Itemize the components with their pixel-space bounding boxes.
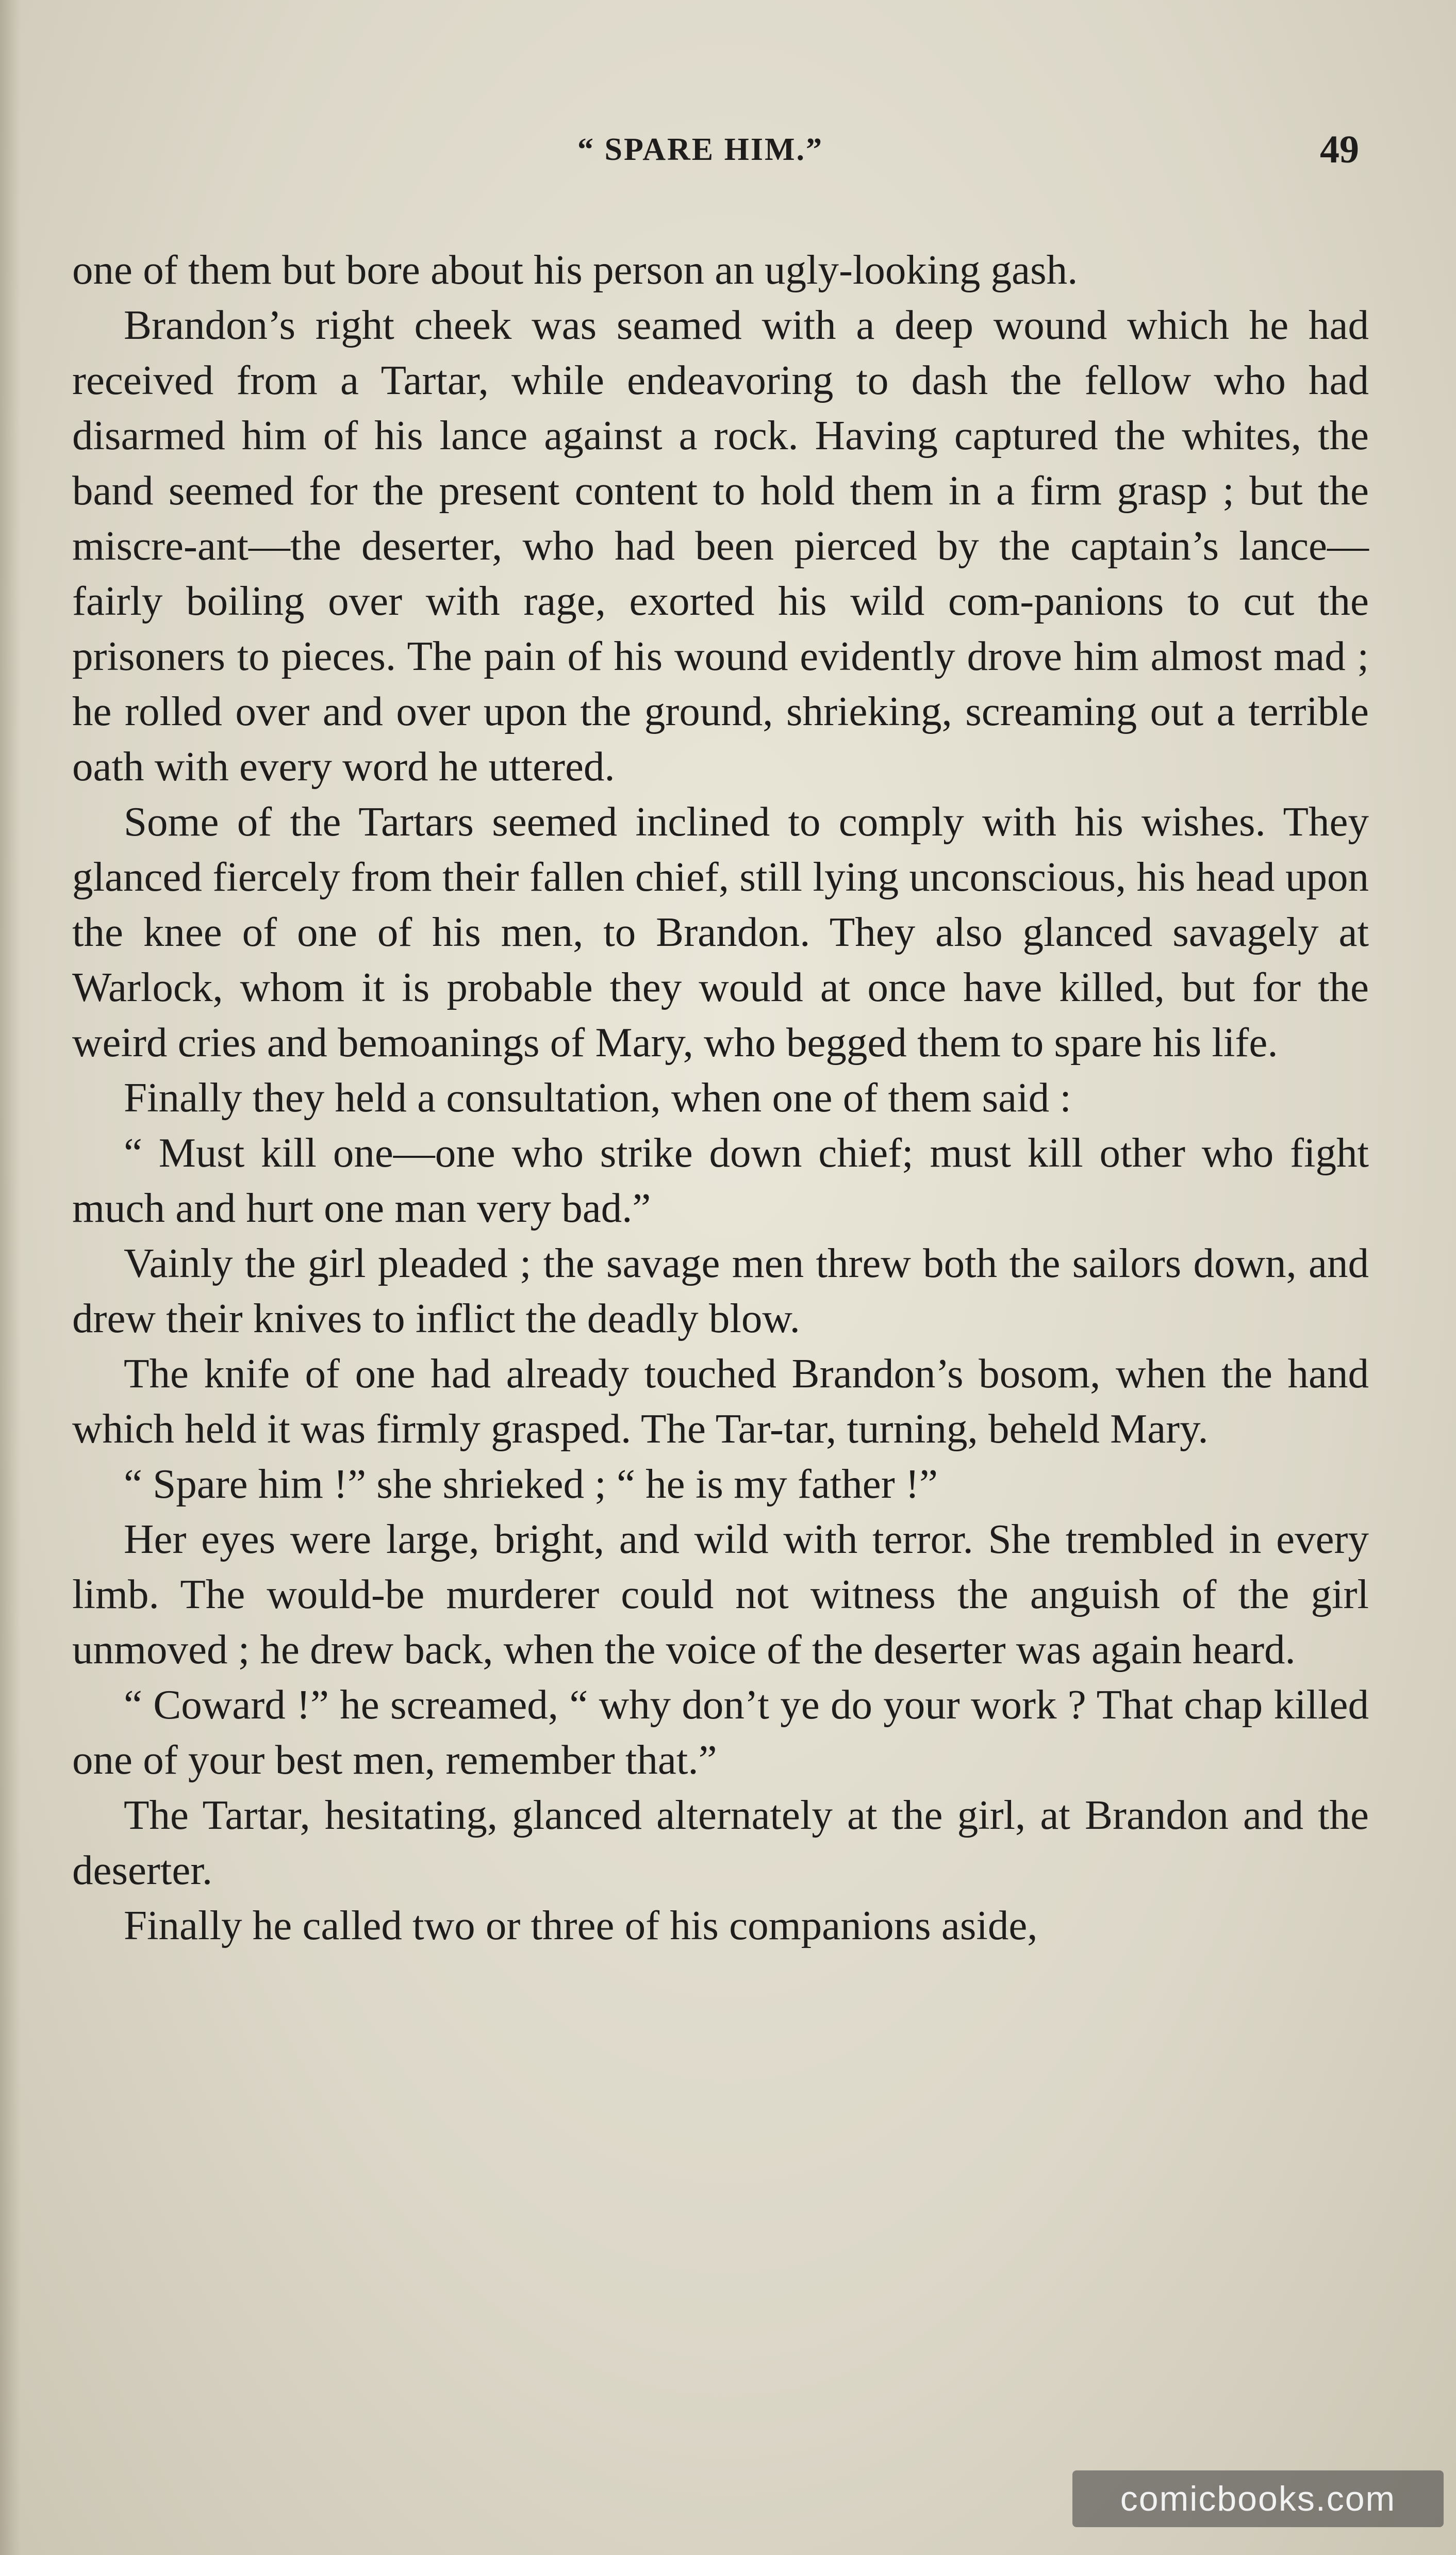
page-edge-shadow (0, 0, 21, 2555)
paragraph: The knife of one had already touched Brandon’s bosom, when the hand which held it was firmly grasped. The Tar-tar, turning, beheld Mary. (72, 1350, 1369, 1452)
paragraph: The Tartar, hesitating, glanced alternately at the girl, at Brandon and the deserter. (72, 1792, 1369, 1893)
running-head: “ SPARE HIM.” (577, 132, 824, 167)
paragraph: one of them but bore about his person an ugly-looking gash. (72, 247, 1078, 293)
site-watermark: comicbooks.com (1072, 2470, 1444, 2527)
paragraph: Her eyes were large, bright, and wild with terror. She trembled in every limb. The would-be murderer could not witness the anguish of the girl unmoved ; he drew back, when the voice of the deserter was again heard. (72, 1516, 1369, 1673)
paragraph: Brandon’s right cheek was seamed with a deep wound which he had received from a Tartar, while endeavoring to dash the fellow who had disarmed him of his lance against a rock. Having captured the whites, the band seemed for the present content to hold them in a firm grasp ; but the miscre-ant—the deserter, who had been pierced by the captain’s lance—fairly boiling over with rage, exorted his wild com-panions to cut the prisoners to pieces. The pain of his wound evidently drove him almost mad ; he rolled over and over upon the ground, shrieking, screaming out a terrible oath with every word he uttered. (72, 302, 1369, 790)
paragraph: “ Coward !” he screamed, “ why don’t ye do your work ? That chap killed one of your best men, remember that.” (72, 1681, 1369, 1783)
paragraph: “ Spare him !” she shrieked ; “ he is my father !” (124, 1461, 938, 1507)
paragraph: Finally they held a consultation, when one of them said : (124, 1074, 1071, 1121)
paragraph: “ Must kill one—one who strike down chief; must kill other who fight much and hurt one man very bad.” (72, 1129, 1369, 1231)
paragraph: Some of the Tartars seemed inclined to comply with his wishes. They glanced fiercely from their fallen chief, still lying unconscious, his head upon the knee of one of his men, to Brandon. They also glanced savagely at Warlock, whom it is probable they would at once have killed, but for the weird cries and bemoanings of Mary, who begged them to spare his life. (72, 798, 1369, 1066)
page-number: 49 (1320, 128, 1359, 171)
paragraph: Finally he called two or three of his companions aside, (124, 1902, 1038, 1948)
page-header (0, 128, 1456, 188)
body-text (72, 242, 1369, 1953)
paragraph: Vainly the girl pleaded ; the savage men threw both the sailors down, and drew their knives to inflict the deadly blow. (72, 1240, 1369, 1341)
